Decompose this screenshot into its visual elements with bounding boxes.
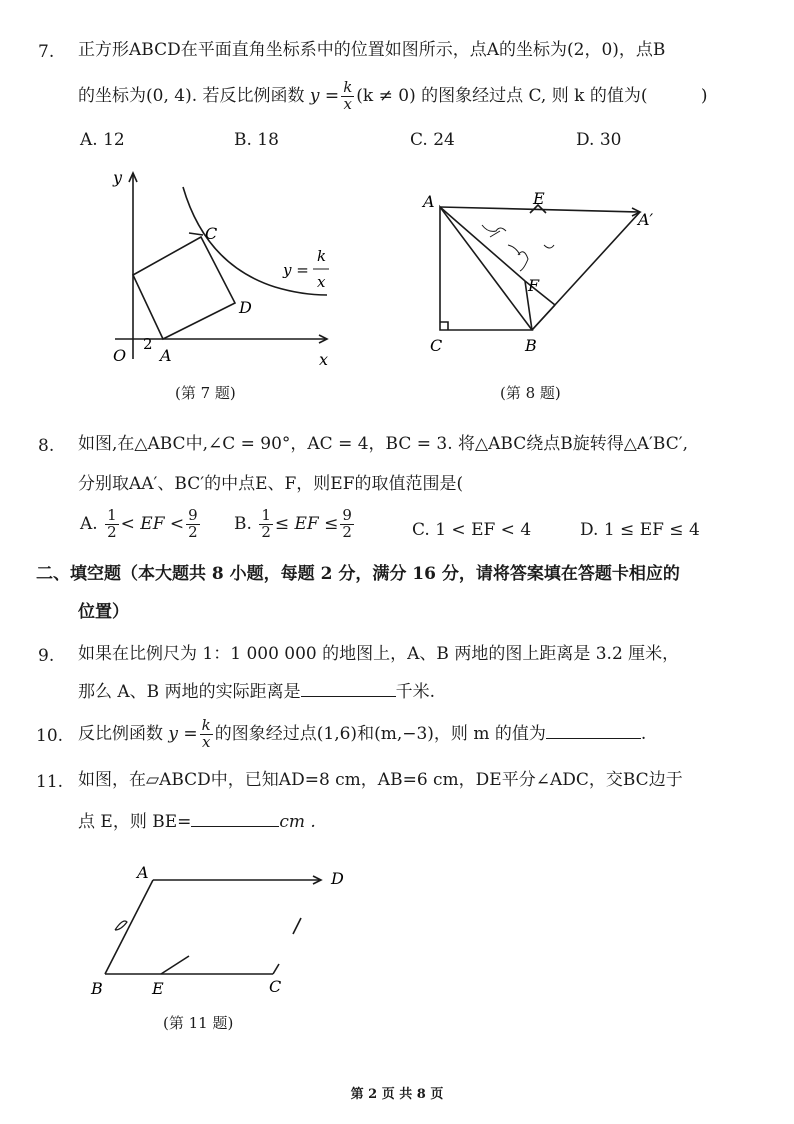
fig7-label-x: x [319,350,329,369]
q10-post: 的图象经过点(1,6)和(m,−3)，则 m 的值为 [214,723,546,744]
q9-line2 [78,684,435,701]
fig11-tick-d [293,918,301,934]
q9-answer-blank[interactable] [301,695,396,697]
q8-a-mid: < EF < [120,513,185,534]
q7-line2-post: 的图象经过点 C, 则 k 的值为( [421,85,648,106]
q8-b-d2: 2 [342,522,352,541]
fig7-label-a: A [160,346,172,365]
fig8-label-a: A [423,192,435,211]
q8-option-c: C. 1 < EF < 4 [412,520,532,540]
figure-8 [420,185,670,355]
fig8-label-b: B [525,336,537,355]
q7-func-den: x [343,94,352,113]
fig7-label-d: D [239,298,252,317]
q7-option-d: D. 30 [576,130,622,150]
fig11-side-ab [105,880,153,974]
q9-line2-post: 千米. [395,682,435,702]
q10-pre: 反比例函数 [78,723,163,744]
q7-caption: (第 7 题) [175,384,236,402]
q8-option-a [80,508,202,541]
q8-option-a-label: A. [80,513,98,534]
fig7-curve-y: y = [283,261,309,279]
q10-func-frac [200,718,213,751]
q8-b-mid: ≤ EF ≤ [274,513,339,534]
q7-option-a: A. 12 [80,130,125,150]
fig8-label-f: F [528,276,540,295]
fig8-line-b-c2 [532,305,555,330]
fig8-scribble [482,225,554,271]
q10-func-den: x [201,732,211,751]
q8-option-d: D. 1 ≤ EF ≤ 4 [580,520,700,540]
q8-b-d1: 2 [261,522,271,541]
q8-number: 8. [38,436,55,456]
q11-line1: 如图，在▱ABCD中，已知AD=8 cm，AB=6 cm，DE平分∠ADC，交BC边于 [78,770,683,790]
q10-answer-blank[interactable] [546,737,641,739]
fig8-label-e: E [533,189,545,208]
fig11-label-a: A [137,863,149,882]
q7-func-cond: (k ≠ 0) [356,85,416,106]
q8-a-n2: 9 [188,506,198,524]
q9-line2-pre: 那么 A、B 两地的实际距离是 [78,682,301,702]
q8-a-n1: 1 [107,506,117,524]
section2-heading-cont: 位置） [78,602,129,622]
q7-option-c: C. 24 [410,130,455,150]
fig8-line-a-f [440,207,525,281]
fig7-label-tick2: 2 [143,335,153,353]
fig11-label-e: E [152,979,164,998]
q8-caption: (第 8 题) [500,384,561,402]
q11-line2-pre: 点 E，则 BE= [78,812,192,832]
fig11-label-c: C [269,977,282,996]
figure-7 [105,165,345,375]
fig11-mark-ab [115,921,127,930]
q11-answer-blank[interactable] [191,825,279,827]
q8-option-b [234,508,356,541]
q8-b-frac1 [259,508,273,541]
section2-heading: 二、填空题（本大题共 8 小题，每题 2 分，满分 16 分，请将答案填在答题卡相应的 [36,564,680,584]
q7-paren-close: ) [700,85,708,106]
q7-number: 7. [38,42,55,62]
q11-line2-post: cm . [279,812,316,832]
q7-option-b: B. 18 [234,130,279,150]
page-footer: 第 2 页 共 8 页 [350,1087,444,1102]
q8-b-n1: 1 [261,506,271,524]
fig11-line-e [161,956,189,974]
q11-caption: (第 11 题) [163,1014,234,1032]
q9-line1: 如果在比例尺为 1：1 000 000 的地图上，A、B 两地的图上距离是 3.2 厘米， [78,644,680,664]
fig8-label-c: C [430,336,443,355]
fig7-label-y: y [113,168,123,187]
fig8-right-angle [440,322,448,330]
figure-11 [85,860,365,1005]
q8-option-b-label: B. [234,513,252,534]
q8-b-n2: 9 [342,506,352,524]
q7-func-y: y = [309,85,340,106]
q10-line [78,718,646,751]
q7-line2 [78,80,708,113]
q10-end: . [640,723,647,744]
q8-a-d1: 2 [107,522,117,541]
q10-number: 10. [36,726,64,746]
fig7-c-mark [189,233,203,235]
q7-line2-pre: 的坐标为(0, 4). 若反比例函数 [78,85,305,106]
fig11-tick-c [273,964,279,974]
q8-b-frac2 [340,508,354,541]
q8-a-frac2 [186,508,200,541]
q9-number: 9. [38,646,55,666]
q7-line1: 正方形ABCD在平面直角坐标系中的位置如图所示，点A的坐标为(2，0)，点B [78,40,666,60]
fig8-label-a2: A′ [638,210,654,229]
q10-func-num: k [201,716,211,734]
q7-func-num: k [343,78,353,96]
fig7-curve-x: x [317,273,326,291]
fig7-label-o: O [113,346,127,365]
q8-a-frac1 [105,508,119,541]
q8-line1: 如图,在△ABC中,∠C = 90°，AC = 4，BC = 3. 将△ABC绕点B旋转得△A′BC′, [78,434,688,454]
q10-func-y: y = [168,723,198,744]
fig11-label-b: B [91,979,103,998]
fig8-triangle-abc [440,207,532,330]
q7-func-frac [341,80,354,113]
q8-a-d2: 2 [188,522,198,541]
fig7-curve-k: k [317,247,327,265]
fig7-label-c: C [205,224,218,243]
q11-line2 [78,814,316,831]
q8-line2: 分别取AA′、BC′的中点E、F，则EF的取值范围是( [78,474,464,494]
fig11-label-d: D [331,869,344,888]
q11-number: 11. [36,772,64,792]
